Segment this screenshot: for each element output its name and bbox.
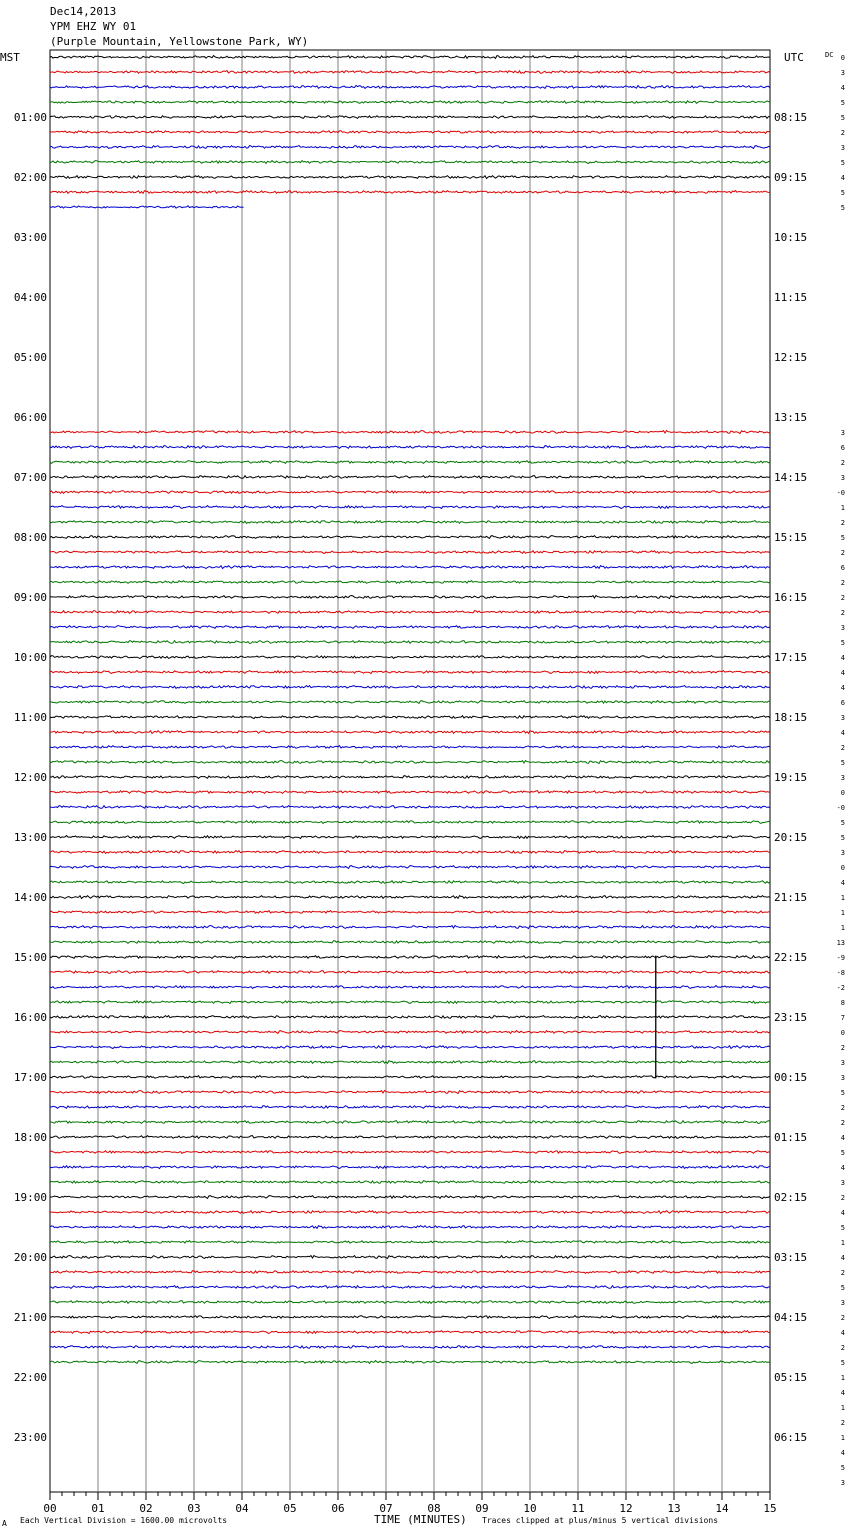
clip-note: Traces clipped at plus/minus 5 vertical divisions [482, 1516, 719, 1525]
hour-label-utc: 09:15 [774, 171, 808, 184]
x-tick-label: 02 [139, 1502, 153, 1515]
dc-offset-value: 3 [840, 1479, 845, 1487]
trace-row [50, 551, 770, 554]
dc-offset-value: 2 [840, 744, 845, 752]
chart-date: Dec14,2013 [50, 5, 117, 18]
trace-row [50, 1361, 770, 1364]
dc-offset-value: 5 [840, 639, 845, 647]
trace-row [50, 101, 770, 104]
dc-offset-value: 3 [840, 429, 845, 437]
dc-offset-value: 5 [840, 99, 845, 107]
dc-offset-value: 3 [840, 1299, 845, 1307]
hour-label-mst: 07:00 [13, 471, 47, 484]
trace-row [50, 1256, 770, 1259]
trace-row [50, 656, 770, 659]
hour-label-utc: 06:15 [774, 1431, 808, 1444]
hour-label-mst: 04:00 [13, 291, 47, 304]
axis-labels [0, 51, 845, 1528]
dc-offset-value: 2 [840, 594, 845, 602]
x-tick-label: 14 [715, 1502, 729, 1515]
trace-row [50, 71, 770, 74]
dc-offset-value: -0 [836, 489, 845, 497]
trace-row [50, 536, 770, 539]
trace-row [50, 641, 770, 644]
trace-row [50, 716, 770, 719]
trace-row [50, 731, 770, 734]
hour-label-utc: 18:15 [774, 711, 808, 724]
trace-row [50, 1241, 770, 1244]
x-tick-label: 03 [187, 1502, 201, 1515]
trace-row [50, 686, 770, 689]
dc-offset-value: 1 [840, 924, 845, 932]
trace-row [50, 1016, 770, 1019]
trace-row [50, 896, 770, 899]
dc-offset-value: 4 [840, 729, 845, 737]
dc-offset-value: 3 [840, 849, 845, 857]
dc-offset-value: 3 [840, 714, 845, 722]
dc-offset-value: 4 [840, 1449, 845, 1457]
hour-label-utc: 17:15 [774, 651, 808, 664]
trace-row [50, 1001, 770, 1004]
dc-offset-value: 2 [840, 579, 845, 587]
hour-label-mst: 15:00 [13, 951, 47, 964]
dc-offset-value: 2 [840, 1419, 845, 1427]
dc-offset-value: 8 [840, 999, 845, 1007]
dc-offset-value: 5 [840, 1149, 845, 1157]
dc-offset-value: 4 [840, 1254, 845, 1262]
left-axis-title: MST [0, 51, 20, 64]
x-tick-label: 10 [523, 1502, 537, 1515]
dc-offset-value: 4 [840, 1389, 845, 1397]
trace-row [50, 866, 770, 869]
trace-row [50, 1046, 770, 1049]
trace-row [50, 521, 770, 524]
dc-offset-value: 4 [840, 84, 845, 92]
dc-offset-value: 5 [840, 189, 845, 197]
trace-row [50, 806, 770, 809]
trace-row [50, 1166, 770, 1169]
trace-row [50, 1136, 770, 1139]
x-tick-label: 11 [571, 1502, 585, 1515]
dc-offset-value: 6 [840, 699, 845, 707]
dc-offset-value: 2 [840, 1344, 845, 1352]
trace-row [50, 956, 770, 959]
trace-row [50, 1331, 770, 1334]
hour-label-mst: 08:00 [13, 531, 47, 544]
dc-offset-value: 5 [840, 1464, 845, 1472]
dc-offset-value: 2 [840, 1194, 845, 1202]
dc-offset-value: 5 [840, 819, 845, 827]
trace-row [50, 1121, 770, 1124]
dc-offset-value: 4 [840, 669, 845, 677]
trace-row [50, 1346, 770, 1349]
hour-label-mst: 16:00 [13, 1011, 47, 1024]
dc-offset-value: 3 [840, 1074, 845, 1082]
dc-offset-value: 1 [840, 1239, 845, 1247]
trace-row [50, 596, 770, 599]
trace-row [50, 1286, 770, 1289]
trace-row [50, 191, 770, 194]
hour-label-utc: 20:15 [774, 831, 808, 844]
plot-frame [50, 50, 770, 1492]
dc-offset-value: 5 [840, 114, 845, 122]
dc-offset-value: 4 [840, 879, 845, 887]
hour-label-utc: 23:15 [774, 1011, 808, 1024]
dc-offset-value: 0 [840, 1029, 845, 1037]
dc-offset-value: 3 [840, 144, 845, 152]
trace-row [50, 791, 770, 794]
hour-label-mst: 13:00 [13, 831, 47, 844]
dc-offset-value: 0 [840, 864, 845, 872]
trace-row [50, 1076, 770, 1079]
x-tick-label: 08 [427, 1502, 441, 1515]
trace-row [50, 1106, 770, 1109]
dc-offset-value: -8 [836, 969, 845, 977]
hour-label-utc: 12:15 [774, 351, 808, 364]
hour-label-utc: 15:15 [774, 531, 808, 544]
trace-row [50, 1061, 770, 1064]
trace-row [50, 821, 770, 824]
dc-offset-value: 2 [840, 1104, 845, 1112]
x-tick-label: 12 [619, 1502, 633, 1515]
hour-label-mst: 23:00 [13, 1431, 47, 1444]
hour-label-mst: 14:00 [13, 891, 47, 904]
dc-offset-value: 3 [840, 624, 845, 632]
x-tick-label: 05 [283, 1502, 297, 1515]
x-tick-label: 06 [331, 1502, 345, 1515]
dc-offset-value: 2 [840, 459, 845, 467]
hour-label-utc: 08:15 [774, 111, 808, 124]
trace-row [50, 56, 770, 59]
dc-offset-value: 1 [840, 1374, 845, 1382]
dc-offset-value: 3 [840, 774, 845, 782]
hour-label-utc: 21:15 [774, 891, 808, 904]
dc-offset-value: 2 [840, 1314, 845, 1322]
trace-row [50, 836, 770, 839]
x-tick-label: 15 [763, 1502, 777, 1515]
trace-row [50, 131, 770, 134]
dc-offset-value: 6 [840, 444, 845, 452]
trace-row [50, 461, 770, 464]
hour-label-mst: 19:00 [13, 1191, 47, 1204]
x-tick-label: 00 [43, 1502, 57, 1515]
chart-station: YPM EHZ WY 01 [50, 20, 137, 33]
hour-label-mst: 03:00 [13, 231, 47, 244]
dc-offset-value: 3 [840, 69, 845, 77]
trace-row [50, 941, 770, 944]
dc-offset-value: 0 [840, 54, 845, 62]
hour-label-utc: 03:15 [774, 1251, 808, 1264]
hour-label-mst: 21:00 [13, 1311, 47, 1324]
trace-row [50, 911, 770, 914]
dc-offset-value: 4 [840, 1164, 845, 1172]
dc-offset-value: 3 [840, 1179, 845, 1187]
scale-note: Each Vertical Division = 1600.00 microvolts [20, 1516, 228, 1525]
trace-row [50, 146, 770, 149]
dc-offset-value: -9 [836, 954, 845, 962]
dc-offset-value: 5 [840, 159, 845, 167]
hour-label-utc: 11:15 [774, 291, 808, 304]
trace-row [50, 176, 770, 179]
trace-row [50, 1271, 770, 1274]
dc-offset-value: 5 [840, 1224, 845, 1232]
dc-offset-value: 4 [840, 684, 845, 692]
dc-offset-value: 2 [840, 549, 845, 557]
minute-grid [50, 50, 770, 1500]
dc-offset-value: 3 [840, 1059, 845, 1067]
trace-row [50, 86, 770, 89]
hour-label-utc: 16:15 [774, 591, 808, 604]
hour-label-mst: 09:00 [13, 591, 47, 604]
dc-header: DC [825, 51, 834, 59]
trace-row [50, 206, 244, 208]
dc-offset-value: 5 [840, 1284, 845, 1292]
trace-row [50, 761, 770, 764]
trace-row [50, 506, 770, 509]
trace-row [50, 1211, 770, 1214]
trace-row [50, 986, 770, 989]
trace-row [50, 926, 770, 929]
hour-label-mst: 18:00 [13, 1131, 47, 1144]
trace-row [50, 881, 770, 884]
dc-offset-value: -2 [836, 984, 845, 992]
hour-label-mst: 06:00 [13, 411, 47, 424]
dc-offset-value: 4 [840, 174, 845, 182]
trace-row [50, 491, 770, 494]
trace-row [50, 476, 770, 479]
trace-row [50, 1181, 770, 1184]
dc-offset-value: 2 [840, 129, 845, 137]
trace-lines [50, 56, 770, 1364]
dc-offset-value: 1 [840, 1404, 845, 1412]
trace-row [50, 581, 770, 584]
dc-offset-value: 2 [840, 1269, 845, 1277]
x-tick-label: 01 [91, 1502, 105, 1515]
trace-row [50, 776, 770, 779]
trace-row [50, 701, 770, 704]
trace-row [50, 851, 770, 854]
dc-offset-value: 1 [840, 504, 845, 512]
x-tick-label: 04 [235, 1502, 249, 1515]
dc-offset-value: 5 [840, 204, 845, 212]
hour-label-utc: 19:15 [774, 771, 808, 784]
x-tick-label: 07 [379, 1502, 393, 1515]
trace-row [50, 116, 770, 119]
corner-mark: A [2, 1519, 7, 1528]
trace-row [50, 161, 770, 164]
dc-offset-value: 4 [840, 654, 845, 662]
dc-offset-value: 1 [840, 909, 845, 917]
hour-label-utc: 01:15 [774, 1131, 808, 1144]
dc-offset-value: 2 [840, 519, 845, 527]
trace-row [50, 746, 770, 749]
trace-row [50, 1301, 770, 1304]
dc-offset-value: 5 [840, 534, 845, 542]
hour-label-utc: 14:15 [774, 471, 808, 484]
trace-row [50, 446, 770, 449]
hour-label-utc: 00:15 [774, 1071, 808, 1084]
x-tick-label: 13 [667, 1502, 681, 1515]
right-axis-title: UTC [784, 51, 804, 64]
dc-offset-value: 1 [840, 1434, 845, 1442]
hour-label-mst: 01:00 [13, 111, 47, 124]
dc-offset-value: 4 [840, 1134, 845, 1142]
x-tick-label: 09 [475, 1502, 489, 1515]
dc-offset-value: 5 [840, 834, 845, 842]
dc-offset-value: 1 [840, 894, 845, 902]
hour-label-mst: 12:00 [13, 771, 47, 784]
hour-label-mst: 05:00 [13, 351, 47, 364]
trace-row [50, 626, 770, 629]
dc-offset-value: 0 [840, 789, 845, 797]
trace-row [50, 1226, 770, 1229]
dc-offset-value: 2 [840, 1044, 845, 1052]
hour-label-utc: 13:15 [774, 411, 808, 424]
trace-row [50, 971, 770, 974]
hour-label-utc: 05:15 [774, 1371, 808, 1384]
trace-row [50, 1031, 770, 1034]
trace-row [50, 1316, 770, 1319]
chart-location: (Purple Mountain, Yellowstone Park, WY) [50, 35, 309, 48]
hour-label-utc: 02:15 [774, 1191, 808, 1204]
dc-offset-value: 7 [840, 1014, 845, 1022]
dc-offset-value: 6 [840, 564, 845, 572]
hour-label-mst: 22:00 [13, 1371, 47, 1384]
trace-row [50, 671, 770, 674]
hour-label-mst: 20:00 [13, 1251, 47, 1264]
dc-offset-value: 3 [840, 474, 845, 482]
hour-label-mst: 17:00 [13, 1071, 47, 1084]
hour-label-mst: 11:00 [13, 711, 47, 724]
dc-offset-value: 5 [840, 759, 845, 767]
dc-offset-value: 2 [840, 1119, 845, 1127]
hour-label-mst: 02:00 [13, 171, 47, 184]
dc-offset-value: -0 [836, 804, 845, 812]
dc-offset-value: 4 [840, 1209, 845, 1217]
hour-label-utc: 04:15 [774, 1311, 808, 1324]
trace-row [50, 566, 770, 569]
dc-offset-value: 2 [840, 609, 845, 617]
dc-offset-value: 4 [840, 1329, 845, 1337]
dc-offset-value: 5 [840, 1359, 845, 1367]
hour-label-utc: 10:15 [774, 231, 808, 244]
trace-row [50, 1091, 770, 1094]
trace-row [50, 611, 770, 614]
trace-row [50, 431, 770, 434]
dc-offset-value: 5 [840, 1089, 845, 1097]
dc-offset-value: 13 [836, 939, 845, 947]
trace-row [50, 1151, 770, 1154]
hour-label-mst: 10:00 [13, 651, 47, 664]
x-axis-label: TIME (MINUTES) [374, 1513, 467, 1526]
trace-row [50, 1196, 770, 1199]
hour-label-utc: 22:15 [774, 951, 808, 964]
